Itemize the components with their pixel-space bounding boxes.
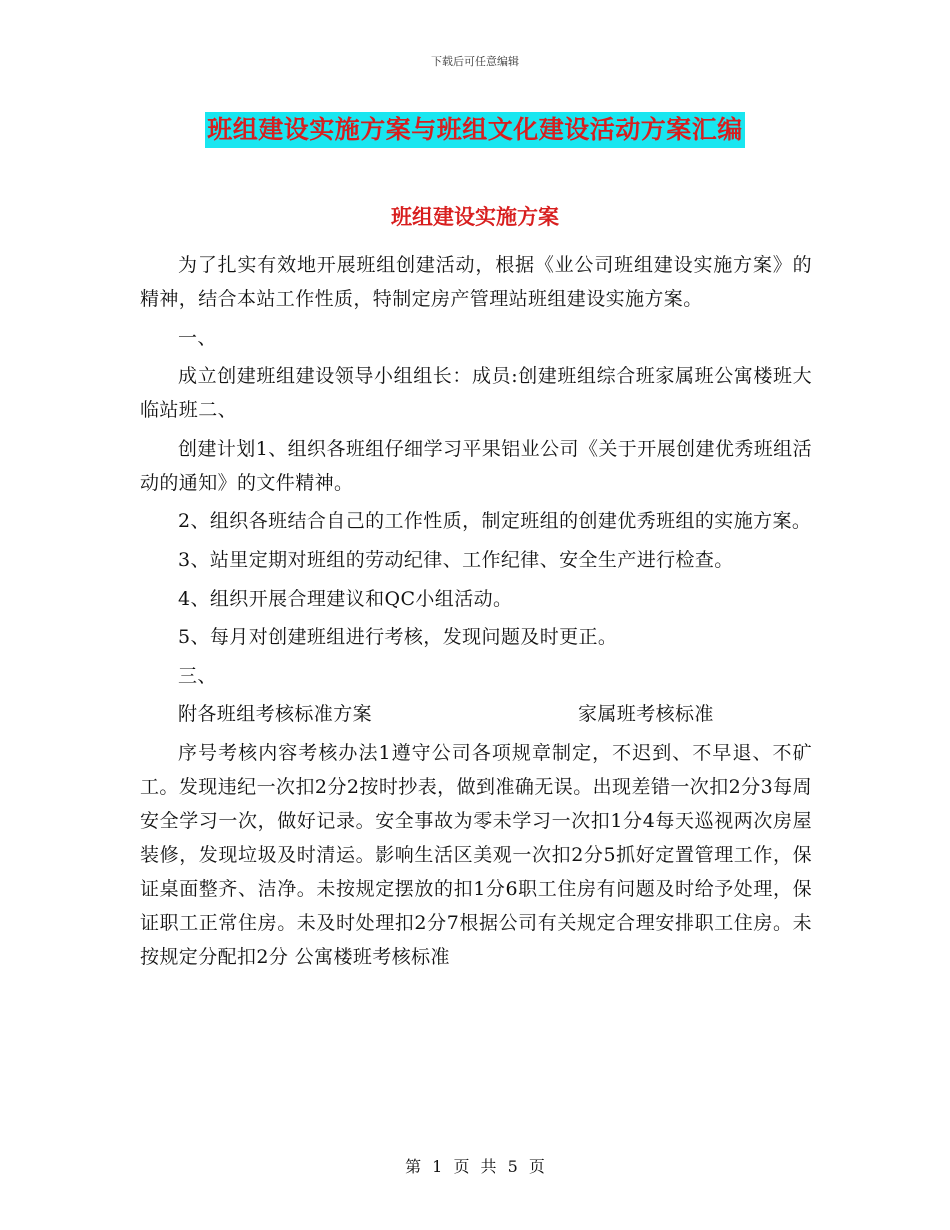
page-footer: 第 1 页 共 5 页 (405, 1157, 545, 1176)
paragraph-intro: 为了扎实有效地开展班组创建活动，根据《业公司班组建设实施方案》的精神，结合本站工作性质，特制定房产管理站班组建设实施方案。 (140, 254, 812, 310)
paragraph-assessment: 序号考核内容考核办法1遵守公司各项规章制定，不迟到、不早退、不矿工。发现违纪一次扣2分2按时抄表，做到准确无误。出现差错一次扣2分3每周安全学习一次，做好记录。安全事故为零未学习一次扣1分4每天巡视两次房屋装修，发现垃圾及时清运。影响生活区美观一次扣2分5抓好定置管理工作，保证桌面整齐、洁净。未按规定摆放的扣1分6职工住房有问题及时给予处理，保证职工正常住房。未及时处理扣2分7根据公司有关规定合理安排职工住房。未按规定分配扣2分 公寓楼班考核标准 (140, 741, 812, 968)
paragraph-leadership: 成立创建班组建设领导小组组长：成员:创建班组综合班家属班公寓楼班大临站班二、 (140, 365, 812, 422)
paragraph-plan-2: 2、组织各班结合自己的工作性质，制定班组的创建优秀班组的实施方案。 (178, 510, 812, 533)
header-note: 下载后可任意编辑 (431, 55, 519, 68)
paragraph-split-row (140, 697, 812, 731)
paragraph-plan-1: 创建计划1、组织各班组仔细学习平果铝业公司《关于开展创建优秀班组活动的通知》的文件精神。 (140, 437, 812, 494)
split-row-left: 附各班组考核标准方案 (178, 703, 373, 726)
main-title: 班组建设实施方案与班组文化建设活动方案汇编 (205, 112, 745, 148)
paragraph-heading-one: 一、 (178, 326, 217, 349)
paragraph-heading-three: 三、 (178, 664, 217, 687)
paragraph-plan-5: 5、每月对创建班组进行考核，发现问题及时更正。 (178, 626, 618, 649)
main-title-wrap (0, 112, 950, 148)
paragraph-plan-4: 4、组织开展合理建议和QC小组活动。 (178, 587, 513, 610)
section-title: 班组建设实施方案 (391, 205, 559, 229)
paragraph-plan-3: 3、站里定期对班组的劳动纪律、工作纪律、安全生产进行检查。 (178, 548, 734, 571)
document-body (140, 248, 812, 979)
split-row-right: 家属班考核标准 (578, 703, 714, 726)
